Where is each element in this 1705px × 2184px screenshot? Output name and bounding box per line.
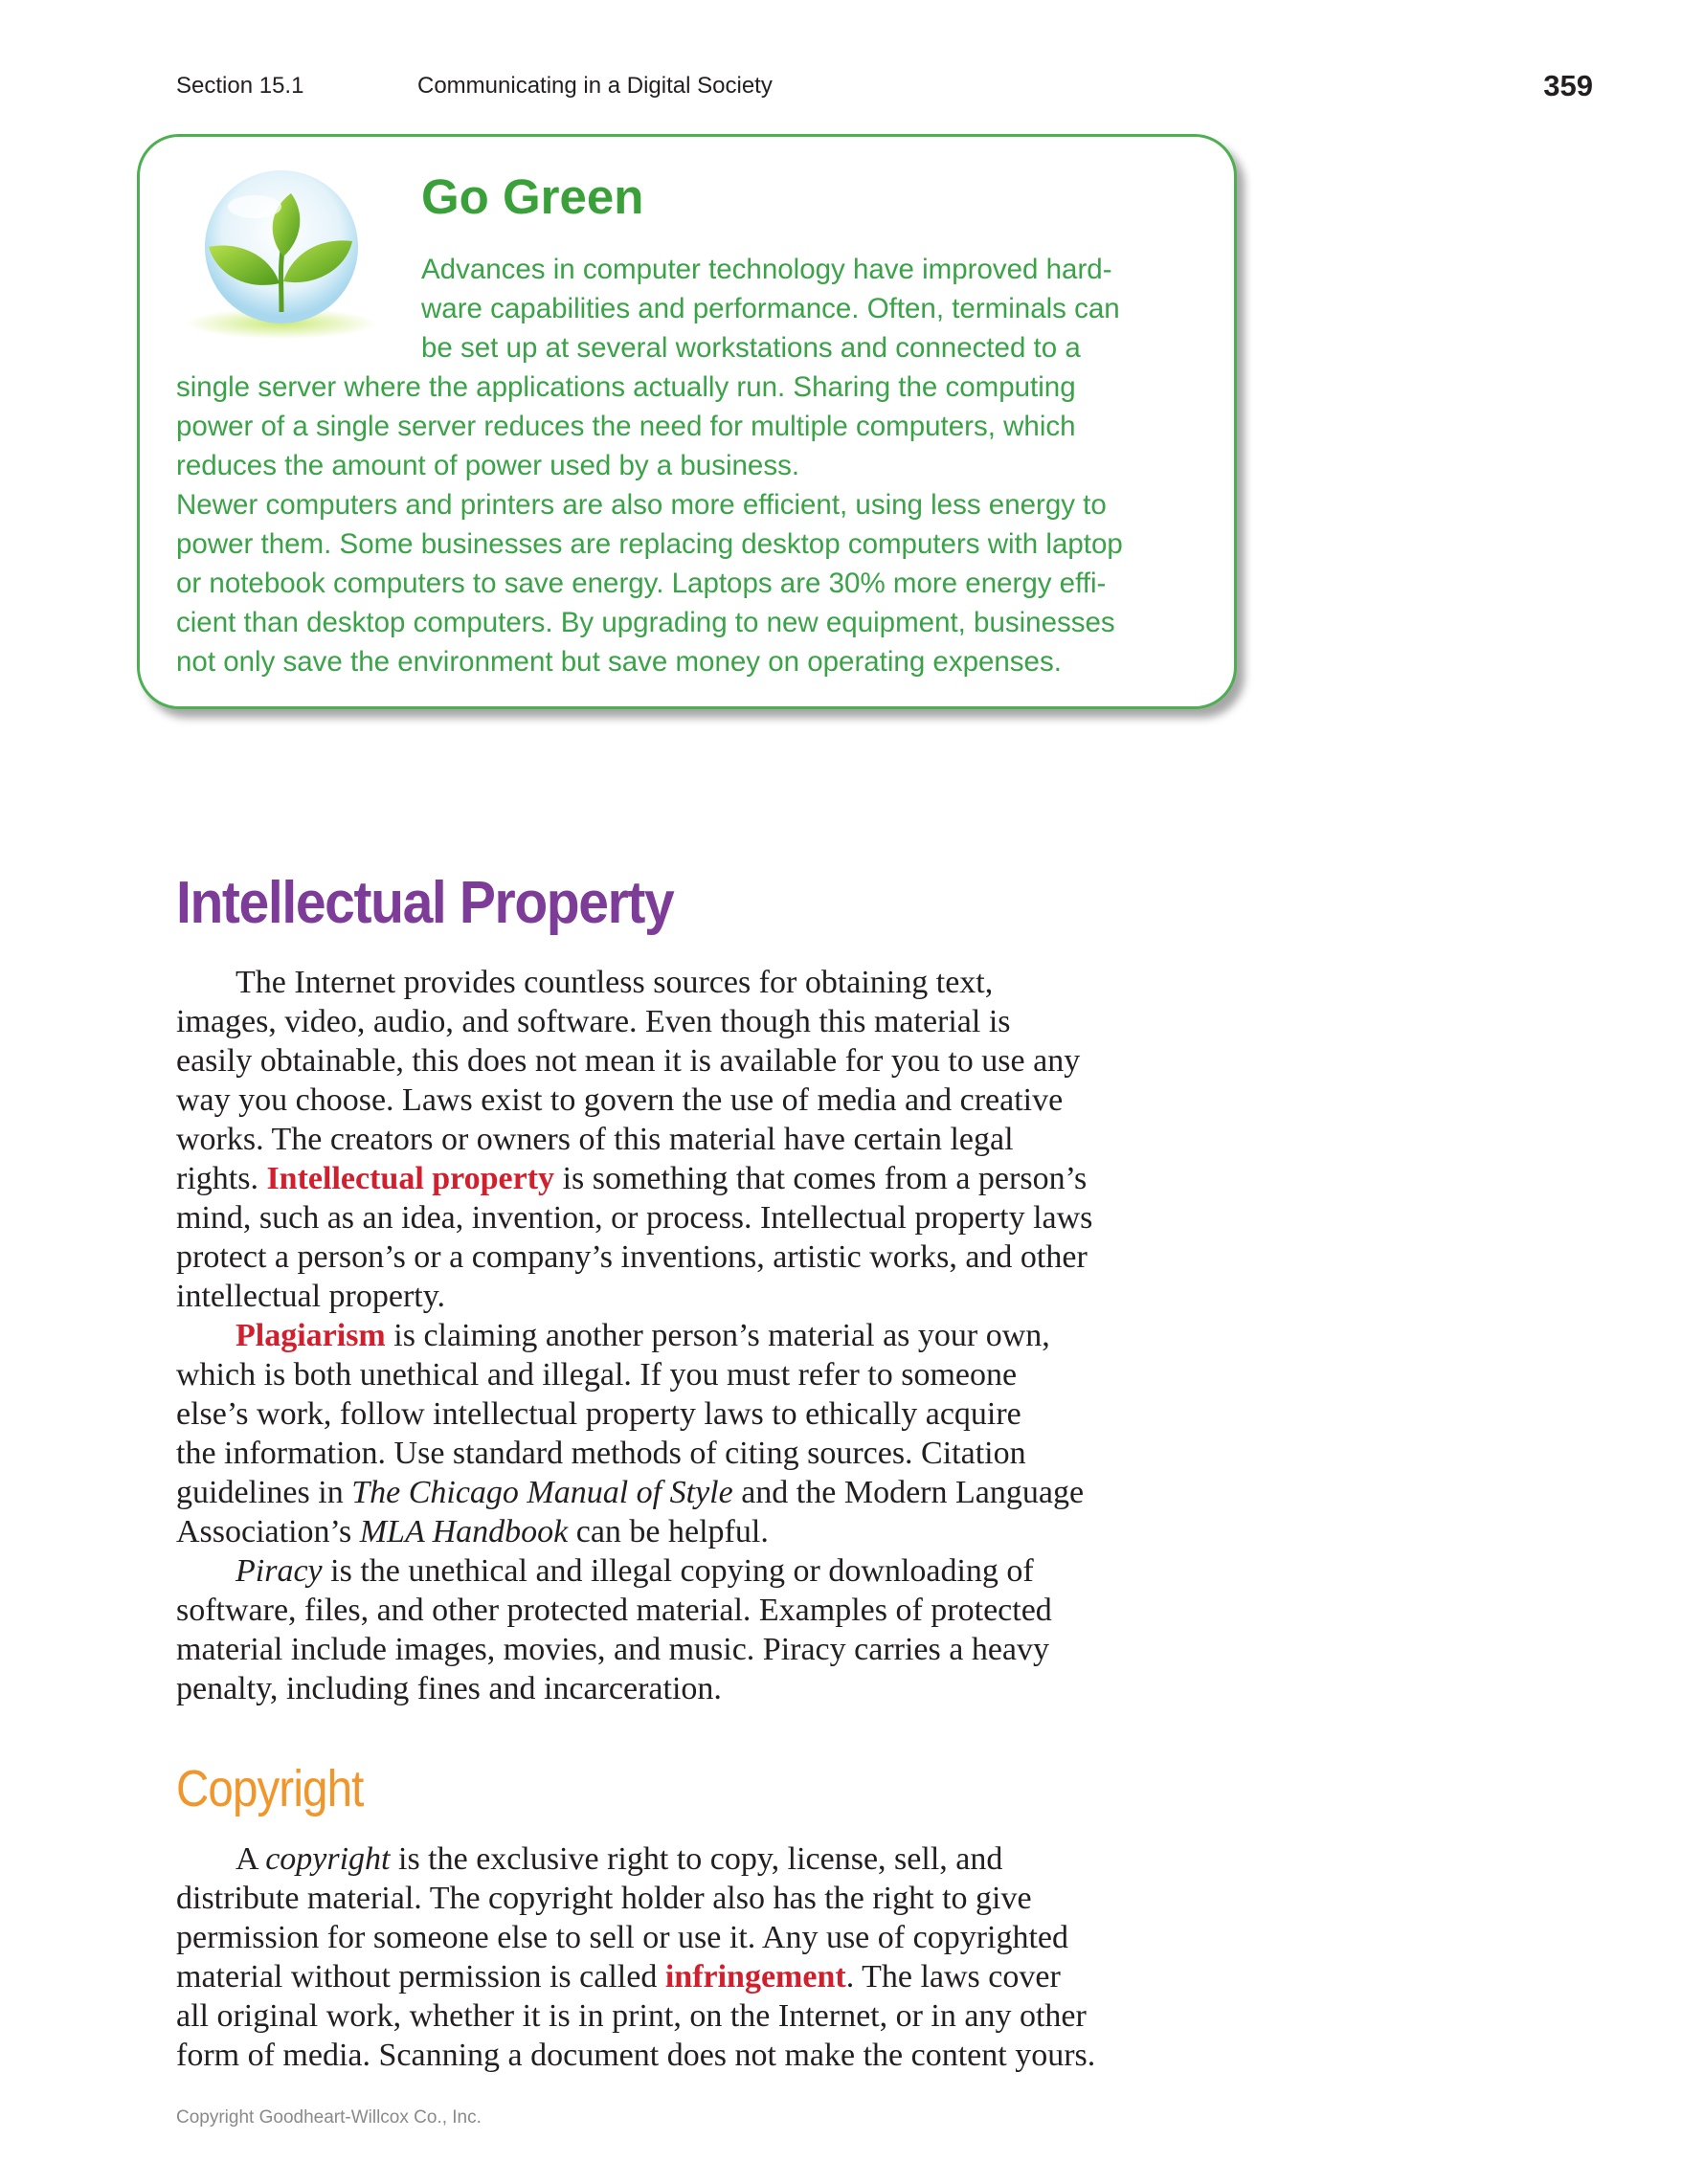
text-run: guidelines in [176, 1475, 352, 1510]
text-line: be set up at several workstations and connected to a [421, 332, 1081, 364]
text-line [176, 1159, 1092, 1198]
text-line: cient than desktop computers. By upgrading to new equipment, businesses [176, 607, 1115, 638]
go-green-text-top [421, 250, 1120, 368]
text-line: power of a single server reduces the need for multiple computers, which [176, 411, 1076, 442]
text-line: way you choose. Laws exist to govern the use of media and creative [176, 1082, 1064, 1118]
text-line: power them. Some businesses are replacing desktop computers with laptop [176, 528, 1123, 560]
copyright-footer: Copyright Goodheart-Willcox Co., Inc. [176, 2107, 482, 2128]
text-line: permission for someone else to sell or use it. Any use of copyrighted [176, 1920, 1068, 1955]
text-line: images, video, audio, and software. Even though this material is [176, 1004, 1011, 1039]
text-line: reduces the amount of power used by a business. [176, 450, 800, 481]
text-line: software, files, and other protected material. Examples of protected [176, 1593, 1052, 1628]
text-run: is the exclusive right to copy, license, sell, and [390, 1841, 1003, 1877]
key-term: Plagiarism [236, 1318, 386, 1353]
text-line: distribute material. The copyright holder also has the right to give [176, 1881, 1032, 1916]
text-line: ware capabilities and performance. Often, terminals can [421, 293, 1120, 324]
text-line [176, 1957, 1095, 1996]
page-number: 359 [1543, 69, 1593, 102]
copyright-body [176, 1839, 1095, 2075]
italic-title: MLA Handbook [359, 1514, 569, 1549]
text-line: intellectual property. [176, 1279, 446, 1314]
text-line: mind, such as an idea, invention, or process. Intellectual property laws [176, 1200, 1093, 1236]
leaf-sprout-icon [178, 168, 385, 345]
text-run: Association’s [176, 1514, 360, 1549]
text-run: material without permission is called [176, 1959, 665, 1995]
text-line [176, 1512, 1092, 1551]
key-term: Intellectual property [266, 1161, 555, 1196]
key-term: infringement [664, 1959, 846, 1995]
text-line: Newer computers and printers are also more efficient, using less energy to [176, 489, 1107, 521]
italic-term: Piracy [236, 1553, 323, 1589]
text-line: the information. Use standard methods of citing sources. Citation [176, 1436, 1026, 1471]
italic-title: The Chicago Manual of Style [351, 1475, 733, 1510]
text-run: is the unethical and illegal copying or downloading of [322, 1553, 1034, 1589]
text-line: not only save the environment but save money on operating expenses. [176, 646, 1062, 678]
text-line: else’s work, follow intellectual property laws to ethically acquire [176, 1396, 1021, 1432]
text-line: easily obtainable, this does not mean it is available for you to use any [176, 1043, 1081, 1079]
text-line: form of media. Scanning a document does not make the content yours. [176, 2038, 1096, 2073]
text-line: works. The creators or owners of this material have certain legal [176, 1122, 1014, 1157]
text-line: Advances in computer technology have improved hard- [421, 254, 1112, 285]
intellectual-property-body [176, 963, 1092, 1708]
text-run: is something that comes from a person’s [554, 1161, 1088, 1196]
text-line: single server where the applications actually run. Sharing the computing [176, 371, 1076, 403]
text-run: A [236, 1841, 266, 1877]
text-line: material include images, movies, and music. Piracy carries a heavy [176, 1632, 1050, 1667]
text-line: or notebook computers to save energy. Laptops are 30% more energy effi- [176, 568, 1107, 599]
running-header [176, 69, 1593, 107]
text-line: all original work, whether it is in print, on the Internet, or in any other [176, 1998, 1087, 2034]
section-heading: Intellectual Property [176, 870, 674, 936]
italic-term: copyright [265, 1841, 391, 1877]
text-run: is claiming another person’s material as your own, [385, 1318, 1050, 1353]
section-number: Section 15.1 [176, 73, 304, 99]
text-line: penalty, including fines and incarceration. [176, 1671, 722, 1706]
go-green-title: Go Green [421, 169, 644, 224]
text-line [176, 1551, 1092, 1591]
text-line: The Internet provides countless sources for obtaining text, [236, 965, 994, 1000]
go-green-text-full [176, 368, 1123, 681]
chapter-title: Communicating in a Digital Society [417, 73, 773, 99]
text-line [176, 1839, 1095, 1879]
text-run: . The laws cover [845, 1959, 1061, 1995]
text-line: protect a person’s or a company’s inventions, artistic works, and other [176, 1239, 1088, 1275]
text-run: can be helpful. [568, 1514, 769, 1549]
text-line [176, 1316, 1092, 1355]
text-run: rights. [176, 1161, 267, 1196]
text-line [176, 1473, 1092, 1512]
text-run: and the Modern Language [732, 1475, 1085, 1510]
subsection-heading: Copyright [176, 1760, 364, 1817]
text-line: which is both unethical and illegal. If you must refer to someone [176, 1357, 1018, 1393]
